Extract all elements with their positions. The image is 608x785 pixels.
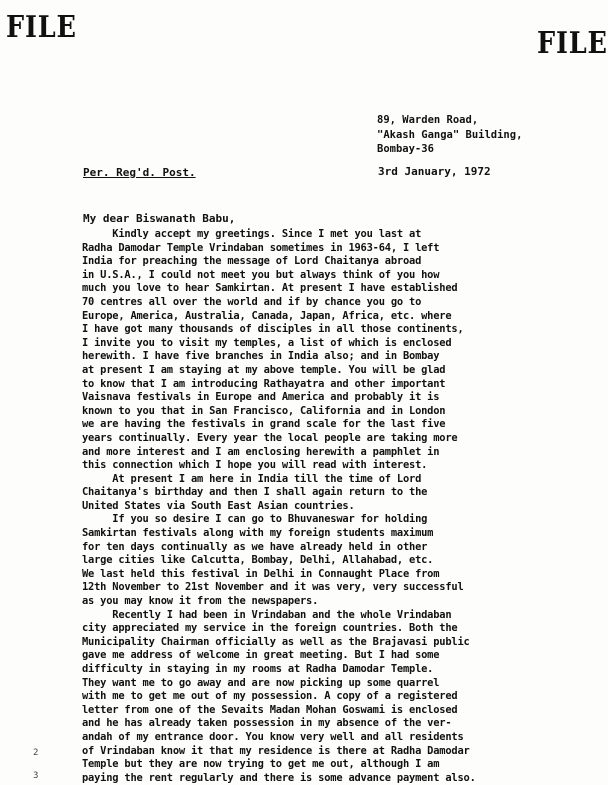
body-line: known to you that in San Francisco, California and in London [82, 404, 446, 417]
body-line: Kindly accept my greetings. Since I met you last at [82, 228, 422, 240]
body-line: United States via South East Asian countries. [82, 499, 355, 512]
body-line: herewith. I have five branches in India also; and in Bombay [82, 350, 440, 363]
postal-method: Per. Reg'd. Post. [83, 166, 196, 179]
body-line: Europe, America, Australia, Canada, Japan, Africa, etc. where [82, 309, 452, 322]
address-line: "Akash Ganga" Building, [377, 128, 523, 141]
body-line: to know that I am introducing Rathayatra and other important [82, 377, 446, 390]
body-line: Municipality Chairman officially as well as the Brajavasi public [82, 635, 470, 648]
file-stamp-left: FILE [6, 10, 77, 45]
body-line: If you so desire I can go to Bhuvaneswar for holding [82, 513, 428, 526]
file-stamp-right: FILE [537, 26, 608, 61]
address-line: Bombay-36 [377, 143, 434, 155]
body-line: we are having the festivals in grand scale for the last five [82, 418, 446, 431]
body-line: India for preaching the message of Lord Chaitanya abroad [82, 255, 422, 268]
body-line: Temple but they are now trying to get me out, although I am [82, 758, 440, 771]
body-line: at present I am staying at my above temple. You will be glad [82, 363, 446, 376]
salutation: My dear Biswanath Babu, [83, 212, 236, 225]
body-line: difficulty in staying in my rooms at Radha Damodar Temple. [82, 663, 434, 675]
body-line: of Vrindaban know it that my residence is there at Radha Damodar [82, 744, 470, 757]
body-line: as you may know it from the newspapers. [82, 595, 319, 608]
body-line: Recently I had been in Vrindaban and the whole Vrindaban [82, 608, 452, 621]
body-line: Samkirtan festivals along with my foreign students maximum [82, 527, 434, 540]
body-line: and more interest and I am enclosing herewith a pamphlet in [82, 445, 440, 458]
body-line: in U.S.A., I could not meet you but always think of you how [82, 268, 440, 281]
body-line: Radha Damodar Temple Vrindaban sometimes in 1963-64, I left [82, 241, 440, 254]
address-line: 89, Warden Road, [377, 114, 479, 126]
body-line: I invite you to visit my temples, a list of which is enclosed [82, 336, 452, 349]
body-line: gave me address of welcome in great meeting. But I had some [82, 649, 440, 662]
body-line: 12th November to 21st November and it was very, very successful [82, 581, 464, 594]
body-line: paying the rent regularly and there is some advance payment also. [82, 771, 476, 784]
letter-date: 3rd January, 1972 [378, 165, 491, 178]
margin-mark: 3 [33, 771, 39, 781]
body-line: large cities like Calcutta, Bombay, Delhi, Allahabad, etc. [82, 554, 434, 567]
body-line: 70 centres all over the world and if by chance you go to [82, 295, 422, 308]
body-line: this connection which I hope you will read with interest. [82, 459, 428, 472]
body-line: They want me to go away and are now picking up some quarrel [82, 676, 440, 689]
sender-address [377, 113, 522, 157]
body-line: years continually. Every year the local people are taking more [82, 431, 458, 444]
body-line: At present I am here in India till the time of Lord [82, 472, 422, 485]
body-line: letter from one of the Sevaits Madan Mohan Goswami is enclosed [82, 703, 458, 716]
body-line: We last held this festival in Delhi in Connaught Place from [82, 567, 440, 580]
letter-body [82, 228, 602, 785]
body-line: city appreciated my service in the foreign countries. Both the [82, 622, 458, 635]
body-line: for ten days continually as we have already held in other [82, 540, 428, 553]
body-line: and he has already taken possession in my absence of the ver- [82, 717, 452, 730]
body-line: with me to get me out of my possession. A copy of a registered [82, 690, 458, 703]
body-line: Chaitanya's birthday and then I shall again return to the [82, 486, 428, 499]
body-line: I have got many thousands of disciples in all those continents, [82, 323, 464, 336]
margin-mark: 2 [33, 748, 39, 758]
body-line: much you love to hear Samkirtan. At present I have established [82, 282, 458, 295]
body-line: andah of my entrance door. You know very well and all residents [82, 730, 464, 743]
body-line: Vaisnava festivals in Europe and America and probably it is [82, 391, 440, 404]
